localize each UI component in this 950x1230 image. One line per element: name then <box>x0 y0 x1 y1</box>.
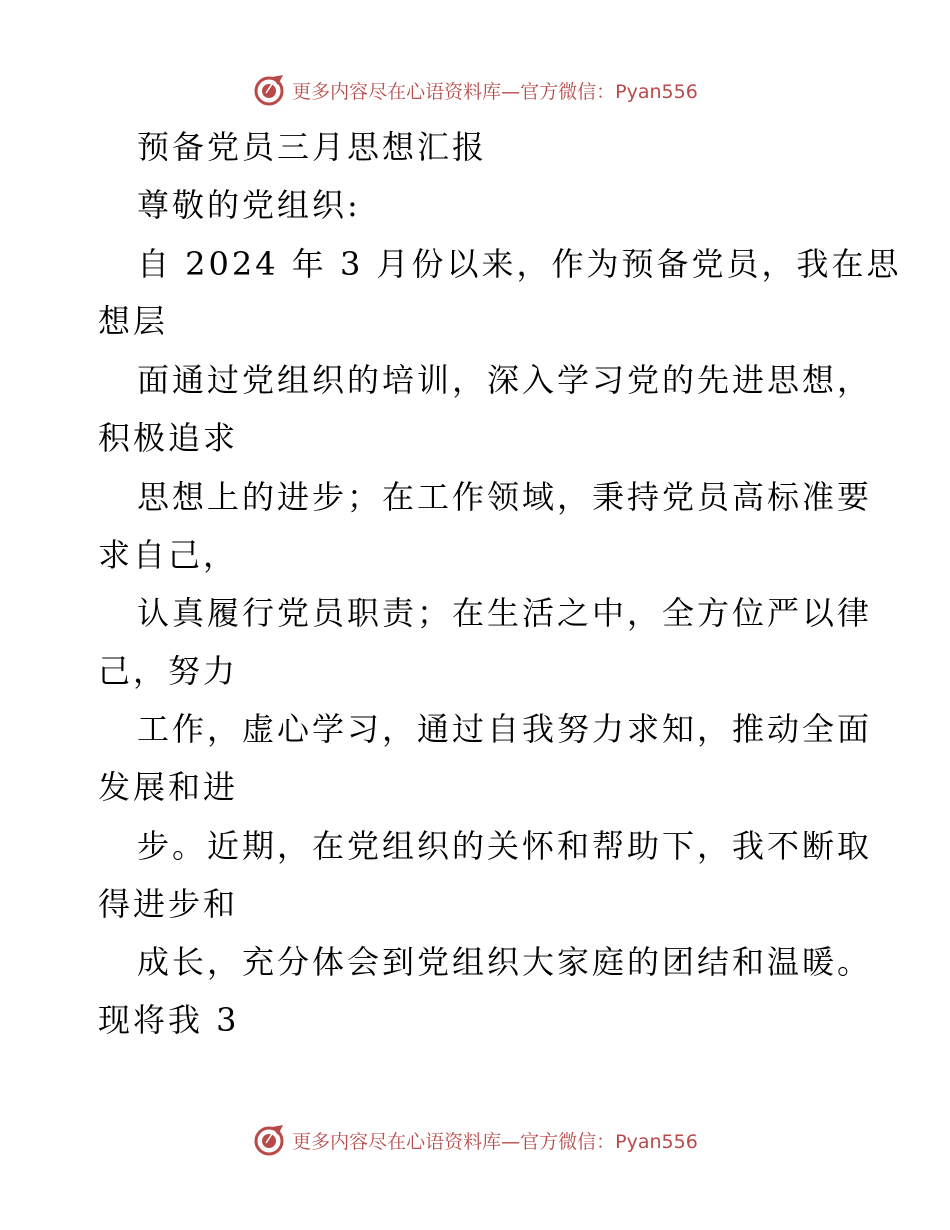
footer-banner-text: 更多内容尽在心语资料库—官方微信：Pyan556 <box>292 1130 698 1153</box>
paragraph-line: 现将我 3 <box>98 1001 240 1039</box>
paragraph-line: 成长，充分体会到党组织大家庭的团结和温暖。 <box>137 943 873 981</box>
paragraph-line: 思想上的进步；在工作领域，秉持党员高标准要 <box>137 478 873 516</box>
header-banner <box>0 70 950 110</box>
paragraph-line: 面通过党组织的培训，深入学习党的先进思想， <box>137 361 873 399</box>
footer-banner-content <box>252 1123 698 1157</box>
paragraph-line: 自 2024 年 3 月份以来，作为预备党员，我在思 <box>137 245 902 283</box>
quill-seal-icon <box>252 1123 286 1157</box>
paragraph-line: 己，努力 <box>98 652 239 690</box>
paragraph-line: 工作，虚心学习，通过自我努力求知，推动全面 <box>137 710 873 748</box>
salutation: 尊敬的党组织: <box>137 186 361 224</box>
footer-banner <box>0 1120 950 1160</box>
paragraph-line: 步。近期，在党组织的关怀和帮助下，我不断取 <box>137 827 873 865</box>
paragraph-line: 想层 <box>98 302 169 340</box>
paragraph-line: 发展和进 <box>98 768 239 806</box>
quill-seal-icon <box>252 73 286 107</box>
paragraph-line: 得进步和 <box>98 885 239 923</box>
paragraph-line: 认真履行党员职责；在生活之中，全方位严以律 <box>137 594 873 632</box>
paragraph-line: 积极追求 <box>98 419 239 457</box>
header-banner-text: 更多内容尽在心语资料库—官方微信：Pyan556 <box>292 80 698 103</box>
header-banner-content <box>252 73 698 107</box>
paragraph-line: 求自己， <box>98 536 239 574</box>
document-title: 预备党员三月思想汇报 <box>137 128 488 166</box>
